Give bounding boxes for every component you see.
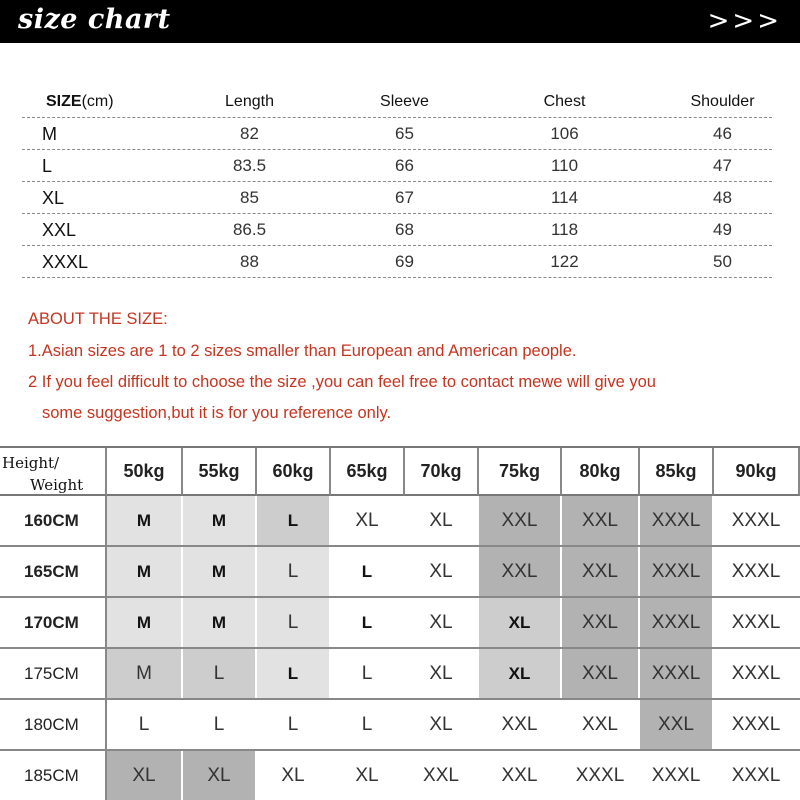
column-header-chest: Chest [543,93,586,110]
height-label-cell [0,700,107,749]
size-cell [714,751,800,800]
size-value: M [136,613,152,632]
table-row [22,150,772,182]
size-value: L [287,561,299,582]
chest-value: 114 [550,188,579,207]
height-label-cell [0,751,107,800]
weight-label: 85kg [655,461,697,481]
size-value: XXXL [575,765,625,786]
size-cell [331,598,405,647]
weight-header [640,448,714,496]
size-cell [331,547,405,596]
size-cell [714,547,800,596]
size-cell [107,496,183,545]
size-cell [405,496,479,545]
note-line-2: 2 If you feel difficult to choose the size ,you can feel free to contact mewe will give you [28,373,656,391]
size-value: L [287,664,299,683]
size-cell [257,547,331,596]
grid-row [0,649,800,700]
size-value: XL [429,561,453,582]
size-value: L [361,613,373,632]
size-cell [640,547,714,596]
size-cell [640,649,714,698]
size-cell [183,598,257,647]
chest-value: 122 [550,252,579,271]
size-cell [405,751,479,800]
size-cell [714,496,800,545]
size-cell [640,751,714,800]
size-value: M [211,613,227,632]
size-cell [107,751,183,800]
measurement-table [22,86,772,278]
size-cell [562,751,640,800]
sleeve-value: 68 [395,220,414,239]
weight-label: 90kg [735,461,777,481]
weight-label: 80kg [579,461,621,481]
size-cell [107,700,183,749]
size-cell [183,547,257,596]
height-label: 170CM [24,613,79,632]
size-name: M [42,124,57,144]
shoulder-value: 50 [713,252,732,271]
header-bar [0,0,800,43]
sleeve-value: 65 [395,124,414,143]
size-cell [257,598,331,647]
grid-row [0,598,800,649]
size-value: XXL [501,765,538,786]
note-line-3: some suggestion,but it is for you reference only. [42,404,392,422]
page-title: size chart [18,4,171,35]
table-row [22,182,772,214]
size-value: XL [355,765,379,786]
size-name: XL [42,188,65,208]
size-cell [331,700,405,749]
height-label-cell [0,547,107,596]
height-label-cell [0,649,107,698]
shoulder-value: 48 [713,188,732,207]
sleeve-value: 69 [395,252,414,271]
size-value: XXXL [651,663,701,684]
size-value: L [287,511,299,530]
size-value: XXL [658,714,694,735]
corner-height-label: Height/ [2,454,60,472]
size-value: XL [429,612,453,633]
size-label: SIZE [46,93,82,110]
column-header-sleeve: Sleeve [380,93,429,110]
size-value: XXL [501,714,538,735]
size-value: L [361,714,373,735]
grid-row [0,496,800,547]
size-value: XL [508,664,531,683]
length-value: 88 [240,252,259,271]
size-value: M [211,562,227,581]
size-value: XXL [582,714,618,735]
size-cell [562,496,640,545]
size-cell [640,700,714,749]
size-name: L [42,156,53,176]
size-value: XXXL [731,765,781,786]
length-value: 86.5 [232,220,267,239]
size-cell [183,700,257,749]
size-value: XL [281,765,305,786]
size-value: XXL [501,561,538,582]
size-cell [562,700,640,749]
size-value: M [136,562,152,581]
size-cell [640,496,714,545]
size-value: XXXL [731,561,781,582]
size-cell [479,649,562,698]
size-cell [479,751,562,800]
size-value: XXXL [651,510,701,531]
height-label: 180CM [24,715,79,734]
note-line-1: 1.Asian sizes are 1 to 2 sizes smaller than European and American people. [28,342,577,360]
length-value: 83.5 [232,156,267,175]
size-value: XXXL [651,765,701,786]
height-label: 175CM [24,664,79,683]
weight-header [405,448,479,496]
size-cell [479,496,562,545]
measurement-header-row [22,86,772,118]
size-value: L [287,714,299,735]
size-cell [405,547,479,596]
size-cell [479,700,562,749]
column-header-length: Length [225,93,274,110]
size-value: XXXL [651,561,701,582]
size-value: XXL [582,561,618,582]
weight-header [331,448,405,496]
size-cell [479,547,562,596]
shoulder-value: 46 [713,124,732,143]
column-header-shoulder: Shoulder [690,93,755,110]
weight-header [714,448,800,496]
size-value: XXL [582,663,618,684]
weight-header [562,448,640,496]
size-cell [562,547,640,596]
next-arrows: >>> [707,6,782,36]
size-cell [562,598,640,647]
size-cell [714,649,800,698]
size-value: XL [429,510,453,531]
size-cell [183,649,257,698]
weight-label: 60kg [272,461,314,481]
size-value: XL [429,714,453,735]
size-cell [257,700,331,749]
height-label: 185CM [24,766,79,785]
table-row [22,118,772,150]
height-label: 165CM [24,562,79,581]
size-cell [107,547,183,596]
length-value: 82 [240,124,259,143]
weight-label: 65kg [346,461,388,481]
size-cell [562,649,640,698]
size-value: XXXL [731,714,781,735]
height-label-cell [0,496,107,545]
size-cell [405,700,479,749]
weight-header [257,448,331,496]
height-label: 160CM [24,511,79,530]
size-value: L [361,562,373,581]
table-row [22,246,772,278]
size-value: L [213,714,225,735]
size-cell [107,598,183,647]
unit-label: (cm) [81,93,114,110]
chest-value: 106 [550,124,579,143]
size-value: L [213,663,225,684]
size-value: L [361,663,373,684]
notes-heading: ABOUT THE SIZE: [28,310,168,328]
size-value: L [138,714,150,735]
weight-label: 75kg [498,461,541,481]
chest-value: 118 [550,220,579,239]
height-weight-corner [0,448,107,496]
corner-weight-label: Weight [30,476,84,494]
weight-label: 50kg [123,461,165,481]
weight-header [479,448,562,496]
size-cell [714,700,800,749]
shoulder-value: 49 [713,220,732,239]
weight-header [183,448,257,496]
size-cell [257,751,331,800]
size-cell [405,598,479,647]
size-cell [640,598,714,647]
size-cell [257,649,331,698]
size-value: XXXL [731,663,781,684]
length-value: 85 [240,188,259,207]
size-value: XL [429,663,453,684]
size-cell [331,496,405,545]
size-value: XL [132,765,156,786]
size-cell [107,649,183,698]
grid-row [0,547,800,598]
size-value: M [211,511,227,530]
size-value: M [136,511,152,530]
size-name: XXL [42,220,77,240]
shoulder-value: 47 [713,156,732,175]
height-weight-grid [0,446,800,800]
weight-label: 55kg [198,461,240,481]
chest-value: 110 [550,156,579,175]
size-value: XXXL [731,612,781,633]
size-cell [331,649,405,698]
size-value: XXL [582,612,618,633]
weight-label: 70kg [420,461,462,481]
size-value: XXXL [651,612,701,633]
sleeve-value: 67 [395,188,414,207]
size-value: XXL [423,765,459,786]
grid-row [0,751,800,800]
height-label-cell [0,598,107,647]
size-cell [405,649,479,698]
grid-row [0,700,800,751]
size-value: XXL [501,510,538,531]
size-cell [479,598,562,647]
size-value: M [136,663,152,684]
table-row [22,214,772,246]
size-cell [714,598,800,647]
size-value: XL [207,765,231,786]
size-value: XL [355,510,379,531]
size-cell [183,496,257,545]
sleeve-value: 66 [395,156,414,175]
size-column-header [46,86,176,118]
weight-header [107,448,183,496]
size-cell [183,751,257,800]
size-value: L [287,612,299,633]
size-cell [331,751,405,800]
size-value: XL [508,613,531,632]
size-value: XXXL [731,510,781,531]
size-cell [257,496,331,545]
size-name: XXXL [42,252,89,272]
size-value: XXL [582,510,618,531]
